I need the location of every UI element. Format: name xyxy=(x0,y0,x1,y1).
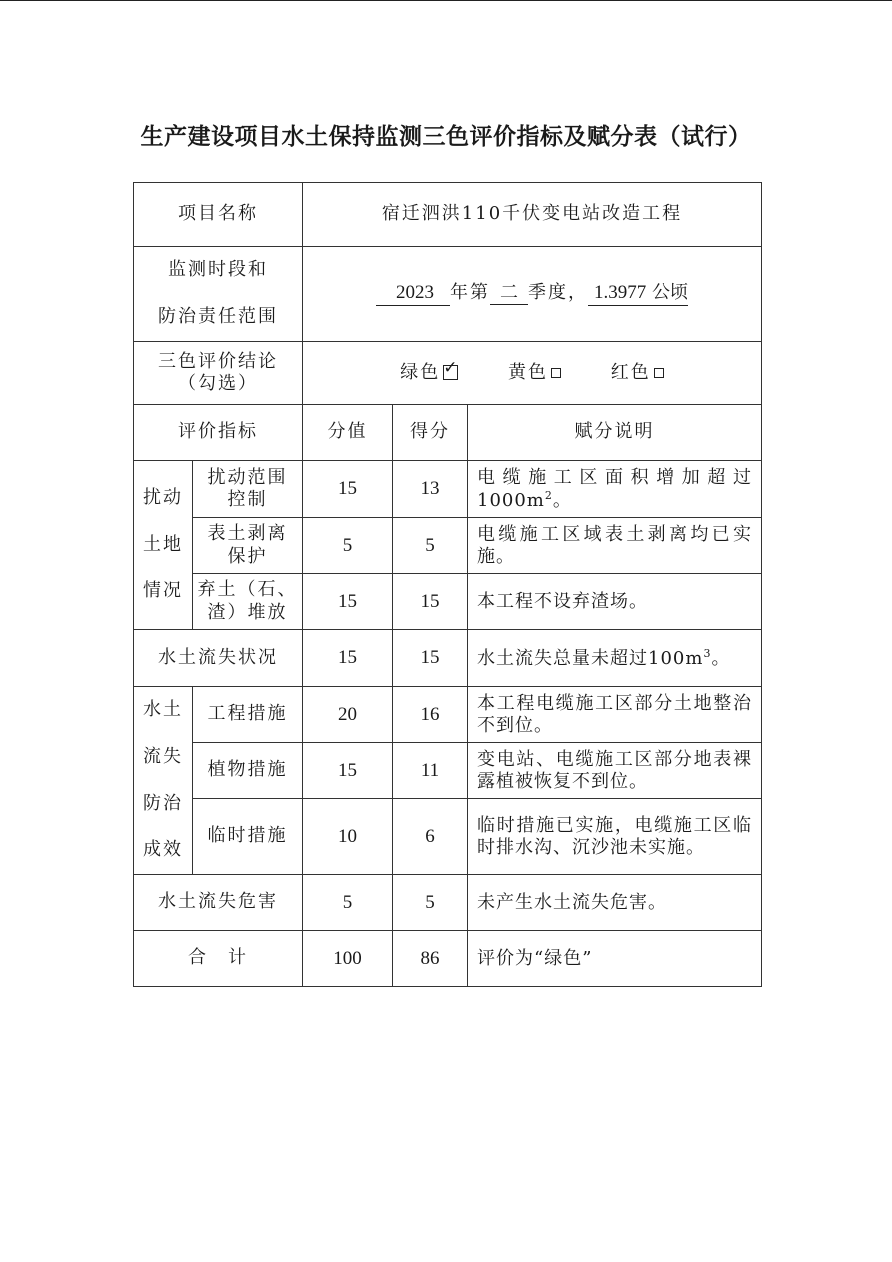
period-label: 监测时段和 防治责任范围 xyxy=(134,247,303,342)
header-score: 得分 xyxy=(393,405,468,461)
score: 15 xyxy=(393,574,468,630)
period-area-unit: 公顷 xyxy=(651,282,688,304)
full-score: 15 xyxy=(303,630,393,687)
page-top-border xyxy=(0,0,892,1)
full-score: 10 xyxy=(303,799,393,875)
score: 16 xyxy=(393,687,468,743)
option-green[interactable]: 绿色 ✓ xyxy=(400,358,460,383)
document-title: 生产建设项目水土保持监测三色评价指标及赋分表（试行） xyxy=(140,124,752,150)
total-label: 合 计 xyxy=(134,931,303,987)
conclusion-options xyxy=(303,342,762,405)
period-quarter: 二 xyxy=(490,282,528,305)
project-name-value: 宿迁泗洪110千伏变电站改造工程 xyxy=(303,183,762,247)
table-row xyxy=(134,574,762,630)
option-red[interactable]: 红色 xyxy=(611,362,664,385)
header-explanation: 赋分说明 xyxy=(468,405,762,461)
explanation: 电缆施工区面积增加超过$1000m^2$。 xyxy=(468,461,762,518)
explanation: 水土流失总量未超过$100m^3$。 xyxy=(468,630,762,687)
empty-box-icon[interactable] xyxy=(654,368,664,378)
empty-box-icon[interactable] xyxy=(551,368,561,378)
indicator-name: 水土流失状况 xyxy=(134,630,303,687)
explanation: 本工程电缆施工区部分土地整治不到位。 xyxy=(468,687,762,743)
indicator-name: 弃土（石、 渣）堆放 xyxy=(193,574,303,630)
conclusion-label: 三色评价结论 （勾选） xyxy=(134,342,303,405)
period-area: 1.3977 xyxy=(594,282,647,304)
full-score: 15 xyxy=(303,461,393,518)
option-yellow[interactable]: 黄色 xyxy=(508,362,561,385)
score: 5 xyxy=(393,518,468,574)
indicator-name: 水土流失危害 xyxy=(134,875,303,931)
period-year: 2023 xyxy=(376,282,450,306)
full-score: 20 xyxy=(303,687,393,743)
score: 15 xyxy=(393,630,468,687)
header-indicator: 评价指标 xyxy=(134,405,303,461)
table-row xyxy=(134,518,762,574)
table-row xyxy=(134,743,762,799)
evaluation-table xyxy=(133,182,762,987)
project-name-label: 项目名称 xyxy=(134,183,303,247)
conclusion-row xyxy=(134,342,762,405)
indicator-name: 工程措施 xyxy=(193,687,303,743)
checked-box-icon[interactable]: ✓ xyxy=(443,358,460,379)
explanation: 未产生水土流失危害。 xyxy=(468,875,762,931)
score: 5 xyxy=(393,875,468,931)
table-row xyxy=(134,799,762,875)
total-explanation: 评价为“绿色” xyxy=(468,931,762,987)
group-prevention: 水土 流失 防治 成效 xyxy=(134,687,193,875)
full-score: 15 xyxy=(303,574,393,630)
explanation: 本工程不设弃渣场。 xyxy=(468,574,762,630)
indicator-name: 临时措施 xyxy=(193,799,303,875)
table-row xyxy=(134,875,762,931)
project-row xyxy=(134,183,762,247)
table-row xyxy=(134,687,762,743)
full-score: 15 xyxy=(303,743,393,799)
score: 11 xyxy=(393,743,468,799)
table-row xyxy=(134,461,762,518)
score: 13 xyxy=(393,461,468,518)
score: 6 xyxy=(393,799,468,875)
total-score: 86 xyxy=(393,931,468,987)
header-row xyxy=(134,405,762,461)
group-disturbance: 扰动 土地 情况 xyxy=(134,461,193,630)
indicator-name: 植物措施 xyxy=(193,743,303,799)
total-row xyxy=(134,931,762,987)
full-score: 5 xyxy=(303,518,393,574)
period-value: 2023 年第 二 季度， 1.3977 公顷 xyxy=(303,247,762,342)
indicator-name: 扰动范围 控制 xyxy=(193,461,303,518)
explanation: 电缆施工区域表土剥离均已实施。 xyxy=(468,518,762,574)
header-full-score: 分值 xyxy=(303,405,393,461)
full-score: 5 xyxy=(303,875,393,931)
table-row xyxy=(134,630,762,687)
period-row xyxy=(134,247,762,342)
total-full-score: 100 xyxy=(303,931,393,987)
indicator-name: 表土剥离 保护 xyxy=(193,518,303,574)
explanation: 临时措施已实施，电缆施工区临时排水沟、沉沙池未实施。 xyxy=(468,799,762,875)
explanation: 变电站、电缆施工区部分地表裸露植被恢复不到位。 xyxy=(468,743,762,799)
